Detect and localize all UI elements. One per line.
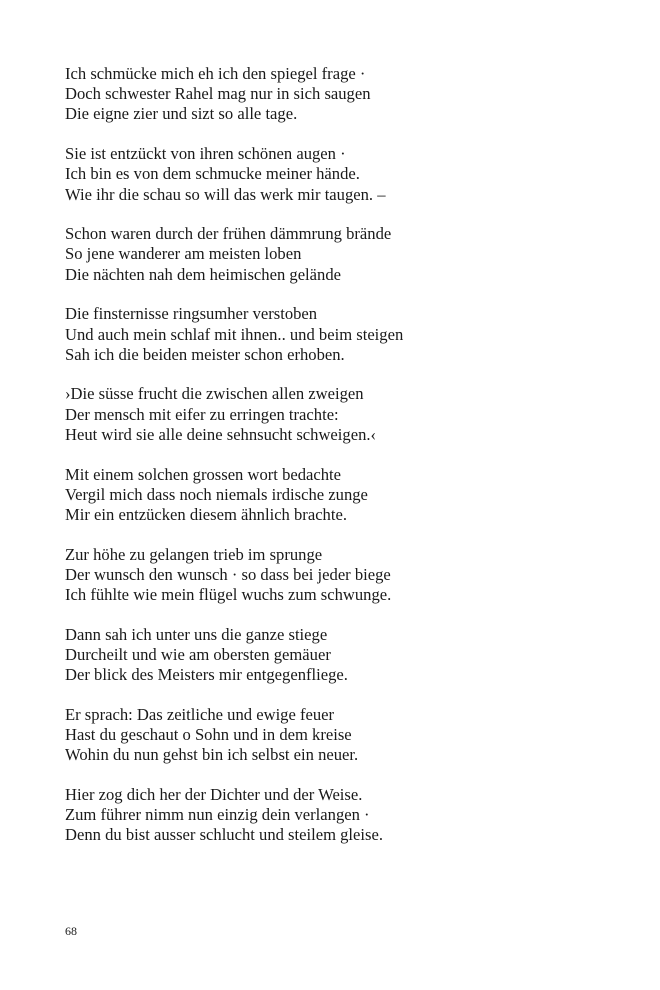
- verse-line: Denn du bist ausser schlucht und steilem gleise.: [65, 825, 383, 845]
- verse-line: Ich bin es von dem schmucke meiner hände.: [65, 164, 360, 184]
- verse-line: Mir ein entzücken diesem ähnlich brachte.: [65, 504, 347, 524]
- verse-line: Ich schmücke mich eh ich den spiegel frage ·: [65, 64, 366, 83]
- poem-text: [65, 64, 625, 865]
- stanza: [65, 465, 625, 526]
- stanza: [65, 144, 625, 205]
- stanza: [65, 785, 625, 846]
- verse-line: ›Die süsse frucht die zwischen allen zweigen: [65, 384, 364, 404]
- verse-line: Hier zog dich her der Dichter und der Weise.: [65, 784, 363, 804]
- verse-line: Schon waren durch der frühen dämmrung brände: [65, 224, 392, 244]
- stanza: [65, 384, 625, 445]
- verse-line: Sah ich die beiden meister schon erhoben.: [65, 344, 345, 364]
- verse-line: Sie ist entzückt von ihren schönen augen ·: [65, 144, 346, 164]
- stanza: [65, 304, 625, 365]
- verse-line: Wohin du nun gehst bin ich selbst ein neuer.: [65, 745, 359, 765]
- stanza: [65, 64, 625, 125]
- page-number: 68: [65, 924, 77, 938]
- verse-line: Der blick des Meisters mir entgegenfliege.: [65, 665, 348, 685]
- stanza: [65, 545, 625, 606]
- verse-line: Doch schwester Rahel mag nur in sich saugen: [65, 84, 371, 104]
- verse-line: Die nächten nah dem heimischen gelände: [65, 264, 341, 284]
- verse-line: Die eigne zier und sizt so alle tage.: [65, 104, 298, 124]
- verse-line: Die finsternisse ringsumher verstoben: [65, 304, 318, 324]
- stanza: [65, 625, 625, 686]
- verse-line: Zur höhe zu gelangen trieb im sprunge: [65, 544, 323, 564]
- verse-line: Ich fühlte wie mein flügel wuchs zum schwunge.: [65, 585, 392, 605]
- verse-line: Zum führer nimm nun einzig dein verlangen ·: [65, 805, 370, 825]
- verse-line: Der mensch mit eifer zu erringen trachte:: [65, 404, 339, 424]
- verse-line: Hast du geschaut o Sohn und in dem kreise: [65, 725, 352, 745]
- stanza: [65, 224, 625, 285]
- verse-line: So jene wanderer am meisten loben: [65, 244, 302, 264]
- verse-line: Mit einem solchen grossen wort bedachte: [65, 464, 342, 484]
- verse-line: Wie ihr die schau so will das werk mir taugen. –: [65, 184, 386, 204]
- stanza: [65, 705, 625, 766]
- verse-line: Vergil mich dass noch niemals irdische zunge: [65, 484, 368, 504]
- verse-line: Und auch mein schlaf mit ihnen.. und beim steigen: [65, 324, 404, 344]
- verse-line: Heut wird sie alle deine sehnsucht schweigen.‹: [65, 424, 377, 444]
- verse-line: Dann sah ich unter uns die ganze stiege: [65, 624, 328, 644]
- verse-line: Durcheilt und wie am obersten gemäuer: [65, 644, 331, 664]
- verse-line: Er sprach: Das zeitliche und ewige feuer: [65, 704, 335, 724]
- verse-line: Der wunsch den wunsch · so dass bei jeder biege: [65, 564, 391, 584]
